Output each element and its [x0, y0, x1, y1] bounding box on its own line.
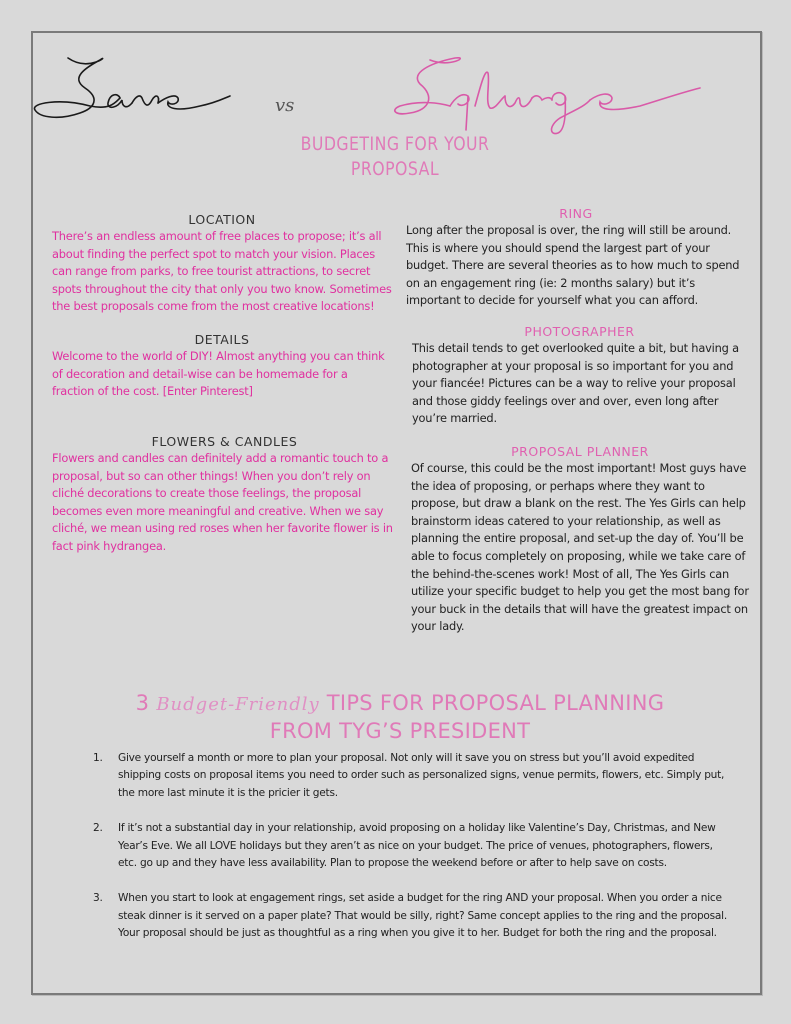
- section-proposal-planner: [411, 444, 749, 636]
- section-location: [52, 212, 392, 316]
- splurge-script: [395, 58, 700, 134]
- section-heading: FLOWERS & CANDLES: [151, 434, 298, 449]
- tip-text: If it’s not a substantial day in your relationship, avoid proposing on a holiday like Valentine’s Day, Christmas, and New Year’s Eve. We all LOVE holidays but they aren’t as nice on your budget. The price of venues, photographers, flowers, etc. go up and they have less availability. Plan to propose the weekend before or after to help save on costs.: [118, 822, 716, 870]
- tip-text: When you start to look at engagement rings, set aside a budget for the ring AND your proposal. When you order a nice steak dinner is it served on a paper plate? That would be silly, right? Same concept applies to the ring and the proposal. Your proposal should be just as thoughtful as a ring when you give it to her. Budget for both the ring and the proposal.: [118, 892, 727, 940]
- vs-script: vs: [275, 95, 295, 116]
- section-photographer: [412, 324, 747, 428]
- tip-item: [90, 750, 730, 802]
- section-body: There’s an endless amount of free places to propose; it’s all about finding the perfect spot to match your vision. Places can range from parks, to free tourist attractions, to secret spots throughout the city that only you two know. Sometimes the best proposals come from the most creative locations!: [52, 229, 392, 314]
- tips-title-line-1: [60, 690, 740, 718]
- section-heading: PHOTOGRAPHER: [524, 324, 635, 339]
- section-heading: DETAILS: [194, 332, 250, 347]
- section-flowers-candles: [52, 434, 397, 556]
- tip-item: [90, 890, 730, 942]
- section-heading: LOCATION: [188, 212, 256, 227]
- tips-title-script: Budget-Friendly: [156, 694, 320, 715]
- tips-title-rest: TIPS FOR PROPOSAL PLANNING: [326, 691, 665, 715]
- tips-title-number: 3: [135, 691, 150, 715]
- subtitle-line-1: BUDGETING FOR YOUR: [300, 133, 490, 155]
- section-ring: [406, 206, 746, 310]
- section-body: Of course, this could be the most important! Most guys have the idea of proposing, or perhaps where they want to propose, but draw a blank on the rest. The Yes Girls can help brainstorm ideas catered to your relationship, as well as planning the entire proposal, and set-up the day of. You’ll be able to focus completely on proposing, while we take care of the behind-the-scenes work! Most of all, The Yes Girls can utilize your specific budget to help you get the most bang for your buck in the details that will have the greatest impact on your lady.: [411, 461, 749, 634]
- tip-number: 1.: [93, 752, 103, 764]
- save-script: [34, 58, 230, 117]
- subtitle: [243, 132, 547, 182]
- section-heading: RING: [559, 206, 593, 221]
- tips-title: [60, 690, 740, 744]
- tip-number: 2.: [93, 822, 103, 835]
- section-body: Long after the proposal is over, the ring will still be around. This is where you should spend the largest part of your budget. There are several theories as to how much to spend on an engagement ring (ie: 2 months salary) but it’s important to decide for yourself what you can afford.: [406, 223, 740, 308]
- tip-number: 3.: [93, 892, 103, 905]
- subtitle-line-2: PROPOSAL: [350, 158, 440, 180]
- section-details: [52, 332, 392, 401]
- section-heading: PROPOSAL PLANNER: [511, 444, 649, 459]
- section-body: Welcome to the world of DIY! Almost anything you can think of decoration and detail-wise can be homemade for a fraction of the cost. [Enter Pinterest]: [52, 349, 385, 399]
- tip-text: Give yourself a month or more to plan your proposal. Not only will it save you on stress but you’ll avoid expedited shipping costs on proposal items you need to order such as personalized signs, venue permits, flowers, etc. Simply put, the more last minute it is the pricier it gets.: [118, 752, 725, 799]
- tip-item: [90, 820, 730, 872]
- tips-list: [90, 750, 730, 961]
- section-body: This detail tends to get overlooked quite a bit, but having a photographer at your proposal is so important for you and your fiancée! Pictures can be a way to relive your proposal and those giddy feelings over and over, even long after you’re married.: [412, 341, 739, 426]
- section-body: Flowers and candles can definitely add a romantic touch to a proposal, but so can other things! When you don’t rely on cliché decorations to create those feelings, the proposal becomes even more meaningful and creative. When we say cliché, we mean using red roses when her favorite flower is in fact pink hydrangea.: [52, 451, 393, 553]
- tips-title-line-2: FROM TYG’S PRESIDENT: [269, 719, 531, 743]
